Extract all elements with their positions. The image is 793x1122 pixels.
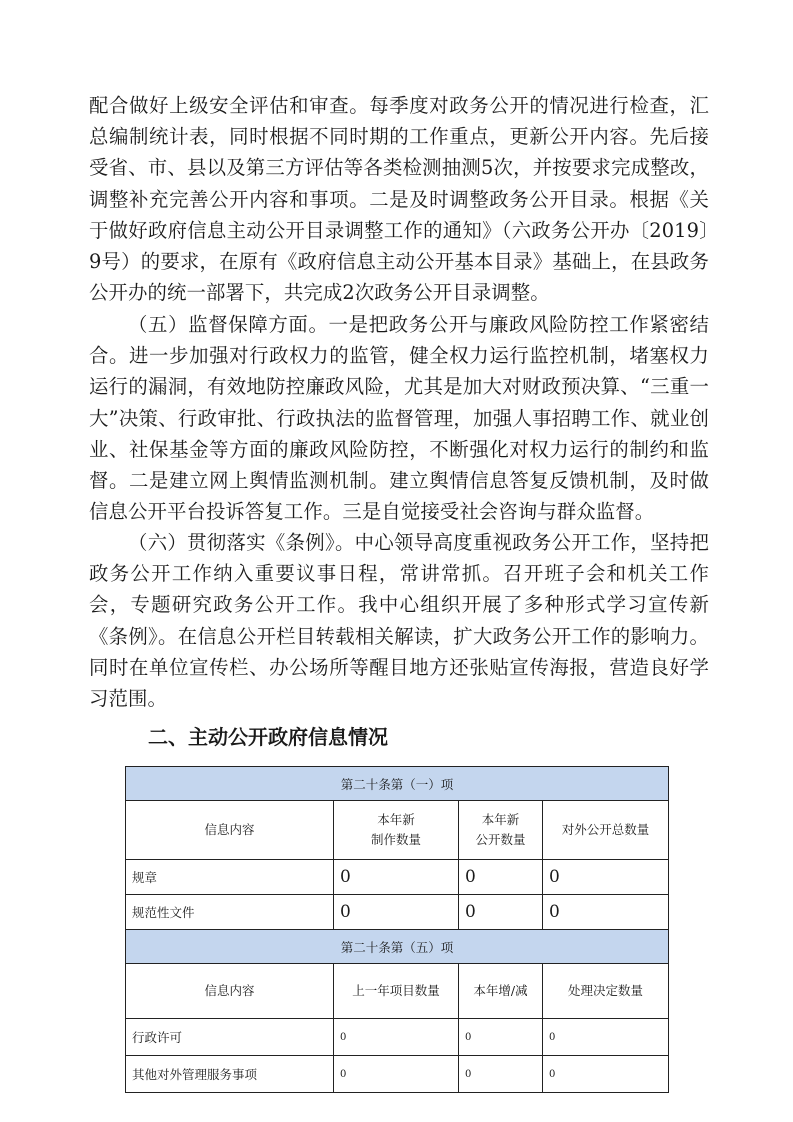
row-value: 0: [334, 860, 459, 895]
table-row: [126, 1056, 669, 1093]
body-paragraph-2: （五）监督保障方面。一是把政务公开与廉政风险防控工作紧密结合。进一步加强对行政权力的监管，健全权力运行监控机制，堵塞权力运行的漏洞，有效地防控廉政风险，尤其是加大对财政预决算、“三重一大”决策、行政审批、行政执法的监督管理，加强人事招聘工作、就业创业、社保基金等方面的廉政风险防控，不断强化对权力运行的制约和监督。二是建立网上舆情监测机制。建立舆情信息答复反馈机制，及时做信息公开平台投诉答复工作。三是自觉接受社会咨询与群众监督。: [89, 313, 709, 524]
body-paragraph-3: （六）贯彻落实《条例》。中心领导高度重视政务公开工作，坚持把政务公开工作纳入重要议事日程，常讲常抓。召开班子会和机关工作会，专题研究政务公开工作。我中心组织开展了多种形式学习宣传新《条例》。在信息公开栏目转载相关解读，扩大政务公开工作的影响力。同时在单位宣传栏、办公场所等醒目地方还张贴宣传海报，营造良好学习范围。: [89, 531, 709, 711]
row-value: 0: [459, 1056, 543, 1093]
row-value: 0: [334, 1019, 459, 1056]
section-row-2: [126, 930, 669, 964]
header-cell: 本年新 公开数量: [459, 801, 543, 860]
header-row-1: [126, 801, 669, 860]
section-heading: 二、主动公开政府信息情况: [148, 725, 388, 749]
info-disclosure-table: [125, 766, 669, 1093]
row-value: 0: [459, 1019, 543, 1056]
header-cell: 处理决定数量: [543, 964, 669, 1019]
row-value: 0: [334, 1056, 459, 1093]
header-cell: 本年新 制作数量: [334, 801, 459, 860]
header-cell: 上一年项目数量: [334, 964, 459, 1019]
section-row-1: [126, 767, 669, 801]
row-label: 规范性文件: [126, 895, 334, 930]
header-row-2: [126, 964, 669, 1019]
table-row: [126, 1019, 669, 1056]
header-cell: 信息内容: [126, 801, 334, 860]
row-label: 行政许可: [126, 1019, 334, 1056]
body-paragraph-1: 配合做好上级安全评估和审查。每季度对政务公开的情况进行检查，汇总编制统计表，同时根据不同时期的工作重点，更新公开内容。先后接受省、市、县以及第三方评估等各类检测抽测5次，并按要求完成整改，调整补充完善公开内容和事项。二是及时调整政务公开目录。根据《关于做好政府信息主动公开目录调整工作的通知》（六政务公开办〔2019〕9号）的要求，在原有《政府信息主动公开基本目录》基础上，在县政务公开办的统一部署下，共完成2次政务公开目录调整。: [89, 94, 709, 305]
row-value: 0: [459, 895, 543, 930]
row-value: 0: [334, 895, 459, 930]
row-label: 规章: [126, 860, 334, 895]
row-value: 0: [543, 1056, 669, 1093]
section-title-2: 第二十条第（五）项: [126, 930, 669, 964]
header-cell: 信息内容: [126, 964, 334, 1019]
row-value: 0: [459, 860, 543, 895]
header-cell: 对外公开总数量: [543, 801, 669, 860]
table-row: [126, 860, 669, 895]
section-title-1: 第二十条第（一）项: [126, 767, 669, 801]
row-value: 0: [543, 1019, 669, 1056]
row-label: 其他对外管理服务事项: [126, 1056, 334, 1093]
table-row: [126, 895, 669, 930]
header-cell: 本年增/减: [459, 964, 543, 1019]
row-value: 0: [543, 860, 669, 895]
row-value: 0: [543, 895, 669, 930]
